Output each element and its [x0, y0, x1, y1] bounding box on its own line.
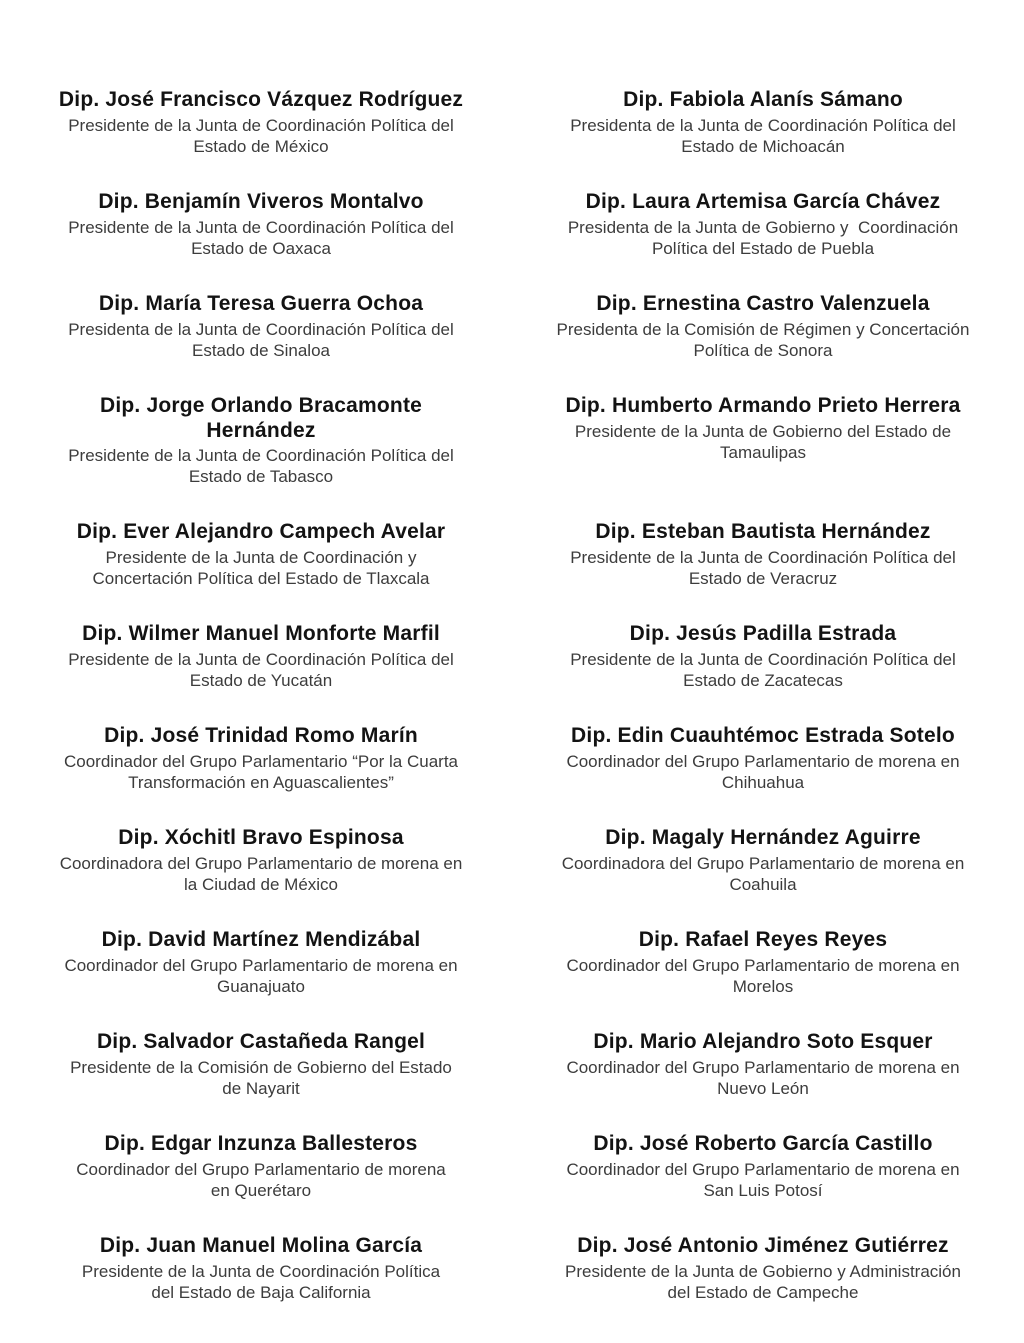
deputy-title: Presidente de la Junta de Coordinación Política del Estado de Oaxaca	[68, 217, 454, 258]
deputy-title: Presidente de la Junta de Coordinación Política del Estado de Yucatán	[68, 650, 454, 691]
deputy-entry	[14, 928, 508, 997]
deputy-entry	[14, 826, 508, 895]
deputy-entry	[14, 292, 508, 361]
deputy-title: Coordinador del Grupo Parlamentario “Por la Cuarta Transformación en Aguascalientes”	[63, 752, 459, 793]
deputy-entry	[14, 622, 508, 691]
deputy-name: Dip. Juan Manuel Molina García	[99, 1233, 423, 1257]
deputy-title: Coordinadora del Grupo Parlamentario de morena en la Ciudad de México	[59, 853, 463, 895]
deputy-entry	[516, 928, 1010, 997]
deputy-entry	[516, 520, 1010, 589]
deputy-name: Dip. José Francisco Vázquez Rodríguez	[58, 88, 464, 111]
deputy-title: Coordinador del Grupo Parlamentario de morena en Morelos	[566, 955, 960, 996]
deputy-title: Presidenta de la Junta de Coordinación Política del Estado de Sinaloa	[68, 319, 454, 360]
deputy-name: Dip. José Roberto García Castillo	[593, 1131, 933, 1155]
deputy-title: Presidente de la Junta de Coordinación y Concertación Política del Estado de Tlaxcala	[92, 548, 430, 589]
deputy-entry	[516, 88, 1010, 157]
deputy-entry	[14, 1030, 508, 1099]
deputy-name: Dip. Humberto Armando Prieto Herrera	[565, 393, 961, 417]
deputy-name: Dip. Edin Cuauhtémoc Estrada Sotelo	[571, 724, 955, 748]
deputy-name: Dip. Ernestina Castro Valenzuela	[596, 291, 930, 315]
deputy-entry	[14, 88, 508, 157]
deputy-name: Dip. Wilmer Manuel Monforte Marfil	[82, 622, 440, 646]
signatories-grid	[14, 88, 1010, 1303]
deputy-title: Coordinador del Grupo Parlamentario de morena en Chihuahua	[566, 752, 960, 793]
deputy-entry	[516, 1030, 1010, 1099]
deputy-title: Presidente de la Junta de Coordinación Política del Estado de Veracruz	[570, 548, 956, 589]
deputy-entry	[516, 1132, 1010, 1201]
deputy-entry	[14, 190, 508, 259]
deputy-name: Dip. José Trinidad Romo Marín	[104, 724, 418, 748]
deputy-title: Coordinador del Grupo Parlamentario de morena en Guanajuato	[64, 955, 458, 996]
deputy-name: Dip. Jesús Padilla Estrada	[629, 622, 897, 646]
deputy-entry	[516, 622, 1010, 691]
deputy-title: Coordinador del Grupo Parlamentario de morena en Querétaro	[76, 1159, 446, 1200]
deputy-title: Presidente de la Junta de Coordinación Política del Estado de Baja California	[81, 1261, 441, 1302]
deputy-entry	[14, 724, 508, 793]
deputy-name: Dip. David Martínez Mendizábal	[101, 928, 421, 952]
deputy-name: Dip. Benjamín Viveros Montalvo	[98, 189, 424, 213]
deputy-title: Presidenta de la Comisión de Régimen y Concertación Política de Sonora	[556, 319, 970, 360]
deputy-name: Dip. Rafael Reyes Reyes	[638, 928, 888, 952]
deputy-entry	[14, 394, 508, 488]
deputy-name: Dip. Salvador Castañeda Rangel	[96, 1030, 426, 1054]
deputy-name: Dip. Xóchitl Bravo Espinosa	[118, 826, 404, 850]
deputy-title: Presidente de la Junta de Coordinación Política del Estado de Zacatecas	[570, 650, 956, 691]
deputy-name: Dip. Edgar Inzunza Ballesteros	[104, 1131, 418, 1155]
deputy-entry	[516, 724, 1010, 793]
deputy-entry	[516, 826, 1010, 895]
deputy-title: Presidente de la Junta de Coordinación Política del Estado de Tabasco	[68, 446, 454, 487]
deputy-title: Presidenta de la Junta de Gobierno y Coordinación Política del Estado de Puebla	[567, 217, 959, 258]
deputy-entry	[14, 1234, 508, 1303]
deputy-name: Dip. Ever Alejandro Campech Avelar	[76, 520, 446, 544]
deputy-title: Presidente de la Junta de Gobierno y Administración del Estado de Campeche	[565, 1261, 961, 1302]
deputy-entry	[14, 1132, 508, 1201]
deputy-name: Dip. Fabiola Alanís Sámano	[623, 88, 903, 111]
deputy-name: Dip. María Teresa Guerra Ochoa	[98, 291, 424, 315]
deputy-name: Dip. Magaly Hernández Aguirre	[605, 826, 921, 850]
deputy-title: Coordinador del Grupo Parlamentario de morena en San Luis Potosí	[566, 1159, 960, 1200]
deputy-name: Dip. José Antonio Jiménez Gutiérrez	[577, 1233, 949, 1257]
deputy-entry	[516, 292, 1010, 361]
deputy-title: Presidente de la Junta de Coordinación Política del Estado de México	[68, 115, 454, 156]
deputy-title: Coordinadora del Grupo Parlamentario de morena en Coahuila	[561, 853, 965, 895]
deputy-name: Dip. Jorge Orlando Bracamonte Hernández	[99, 393, 423, 442]
deputy-entry	[516, 190, 1010, 259]
deputy-title: Presidente de la Junta de Gobierno del Estado de Tamaulipas	[574, 421, 952, 462]
deputy-entry	[14, 520, 508, 589]
deputy-entry	[516, 394, 1010, 463]
deputy-title: Coordinador del Grupo Parlamentario de morena en Nuevo León	[566, 1057, 960, 1098]
deputy-title: Presidenta de la Junta de Coordinación Política del Estado de Michoacán	[570, 115, 956, 156]
deputy-name: Dip. Mario Alejandro Soto Esquer	[593, 1030, 933, 1054]
deputy-entry	[516, 1234, 1010, 1303]
deputy-title: Presidente de la Comisión de Gobierno del Estado de Nayarit	[70, 1057, 452, 1098]
deputy-name: Dip. Esteban Bautista Hernández	[595, 520, 931, 544]
deputy-name: Dip. Laura Artemisa García Chávez	[585, 189, 941, 213]
